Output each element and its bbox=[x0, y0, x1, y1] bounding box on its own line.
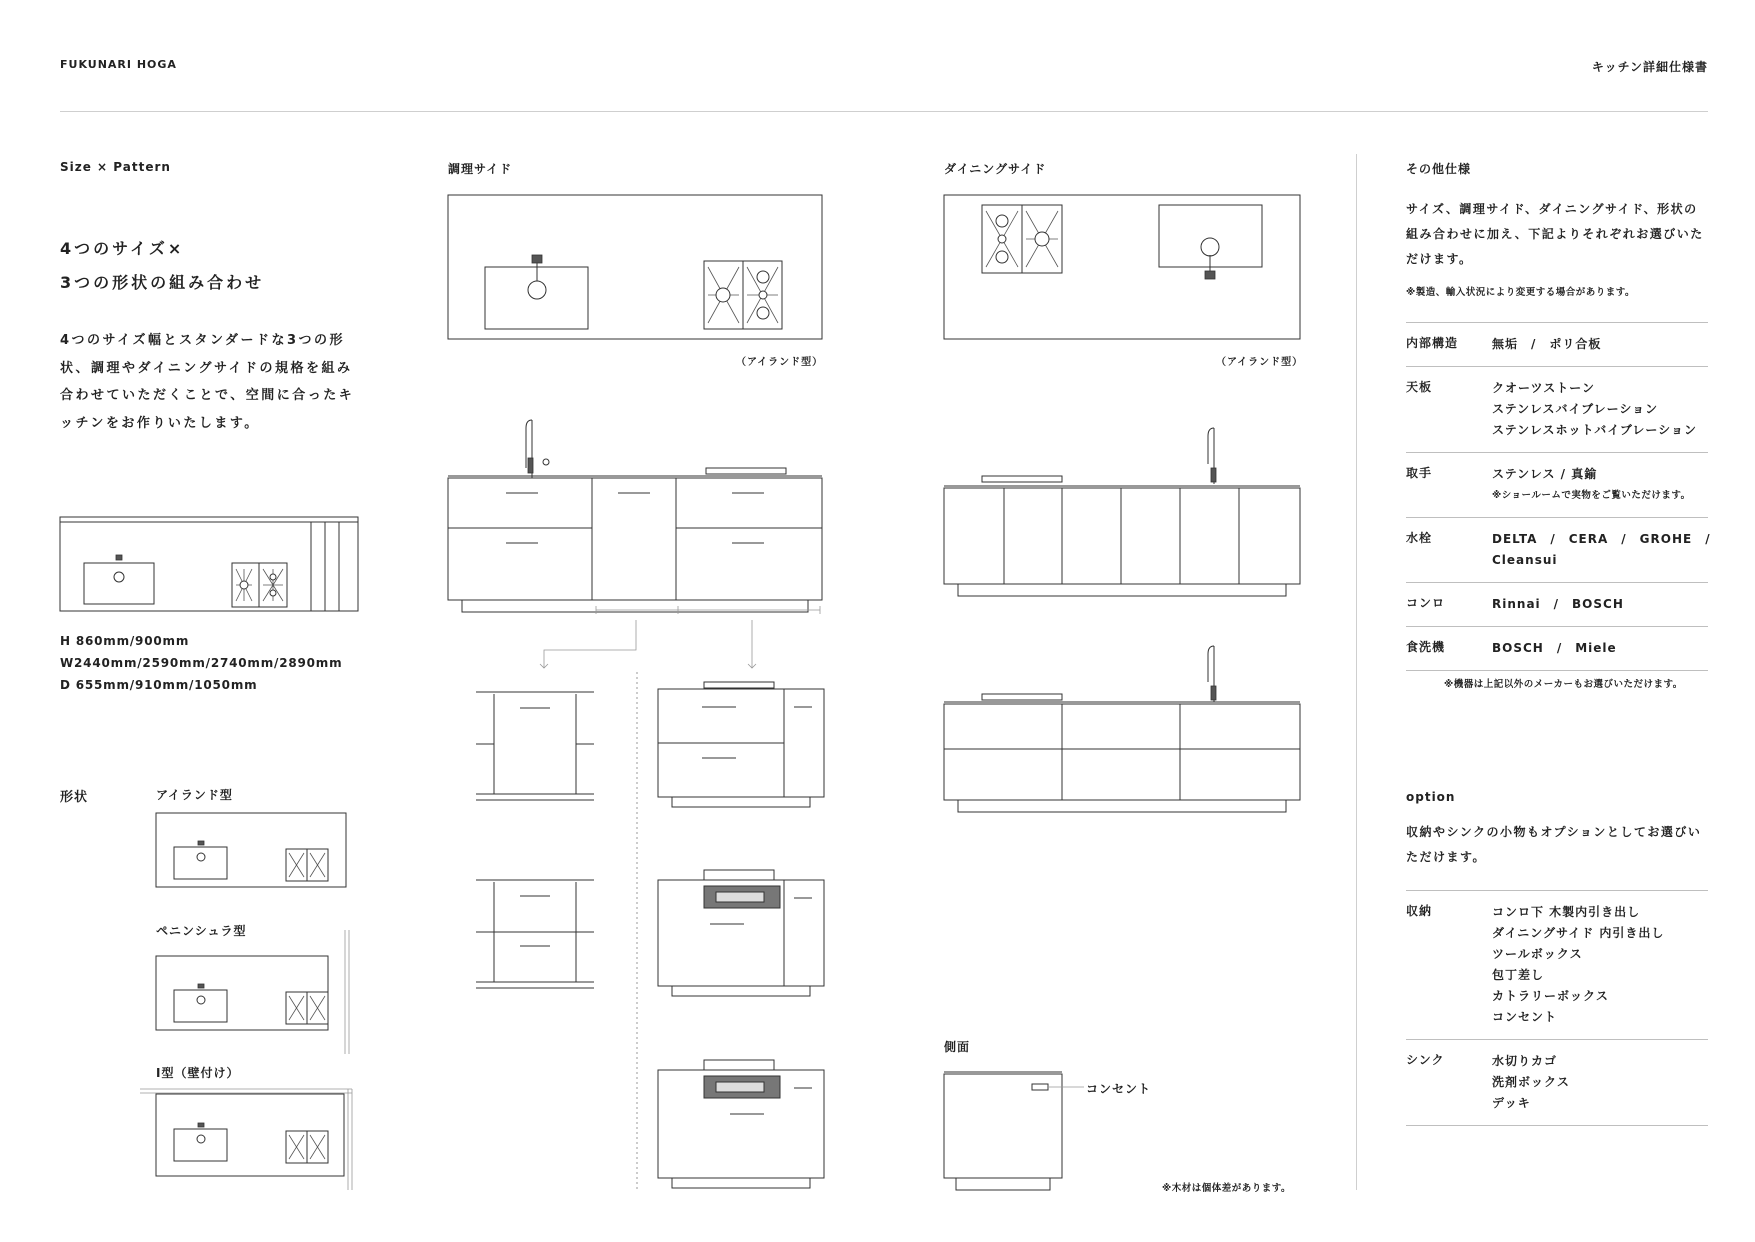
dining-plan-drawing bbox=[944, 195, 1302, 341]
shape-i-type-drawing bbox=[140, 1084, 360, 1192]
dining-side-label: ダイニングサイド bbox=[944, 162, 1047, 176]
spec-value-note: ※ショールームで実物をご覧いただけます。 bbox=[1492, 490, 1691, 501]
spec-row-countertop bbox=[1406, 366, 1708, 452]
shape-peninsula-label: ペニンシュラ型 bbox=[156, 924, 247, 938]
cooking-variant-b3 bbox=[658, 1058, 826, 1190]
size-pattern-label: Size × Pattern bbox=[60, 160, 171, 174]
cooking-variant-divider bbox=[636, 672, 638, 1190]
dining-elevation-2 bbox=[944, 644, 1302, 814]
spec-value-line: デッキ bbox=[1492, 1096, 1531, 1110]
spec-value-line: カトラリーボックス bbox=[1492, 989, 1609, 1003]
spec-value-line: 無垢 / ポリ合板 bbox=[1492, 337, 1602, 351]
option-table bbox=[1406, 890, 1708, 1126]
maker-note: ※機器は上記以外のメーカーもお選びいただけます。 bbox=[1444, 679, 1683, 690]
wood-note: ※木材は個体差があります。 bbox=[1162, 1183, 1291, 1194]
spec-key: 水栓 bbox=[1406, 531, 1433, 545]
spec-value-line: ステンレスホットバイブレーション bbox=[1492, 423, 1697, 437]
spec-value-line: Rinnai / BOSCH bbox=[1492, 597, 1624, 611]
header-divider bbox=[60, 111, 1708, 112]
side-view-label: 側面 bbox=[944, 1040, 971, 1054]
spec-row-structure bbox=[1406, 322, 1708, 366]
spec-value-line: 洗剤ボックス bbox=[1492, 1075, 1570, 1089]
cooking-elevation bbox=[448, 418, 824, 618]
spec-value-line: Cleansui bbox=[1492, 553, 1558, 567]
spec-value-line: BOSCH / Miele bbox=[1492, 641, 1617, 655]
spec-value bbox=[1492, 464, 1708, 506]
dimensions bbox=[60, 630, 342, 696]
spec-value-line: コンセント bbox=[1492, 1010, 1558, 1024]
shape-island-drawing bbox=[156, 813, 348, 889]
option-row-sink bbox=[1406, 1039, 1708, 1126]
option-label: option bbox=[1406, 790, 1456, 804]
spec-value-line: ステンレス / 真鍮 bbox=[1492, 467, 1598, 481]
dining-elevation-1 bbox=[944, 426, 1302, 598]
specs-intro: サイズ、調理サイド、ダイニングサイド、形状の組み合わせに加え、下記よりそれぞれお選びいただけます。 bbox=[1406, 202, 1704, 266]
spec-value bbox=[1492, 529, 1711, 571]
cooking-caption: （アイランド型） bbox=[736, 357, 824, 368]
spec-value-line: 水切りカゴ bbox=[1492, 1054, 1558, 1068]
spec-key: 食洗機 bbox=[1406, 640, 1446, 654]
cooking-side-label: 調理サイド bbox=[448, 162, 513, 176]
spec-value bbox=[1492, 378, 1708, 441]
side-view-drawing bbox=[944, 1070, 1094, 1192]
column-divider bbox=[1356, 154, 1357, 1190]
spec-table bbox=[1406, 322, 1711, 671]
headline bbox=[60, 232, 264, 300]
spec-value bbox=[1492, 334, 1708, 355]
dimension-height: H 860mm/900mm bbox=[60, 634, 190, 648]
shape-i-type-label: I型（壁付け） bbox=[156, 1066, 240, 1080]
spec-row-handle bbox=[1406, 452, 1708, 517]
brand-name: FUKUNARI HOGA bbox=[60, 58, 177, 71]
lead-paragraph: 4つのサイズ幅とスタンダードな3つの形状、調理やダイニングサイドの規格を組み合わせていただくことで、空間に合ったキッチンをお作りいたします。 bbox=[60, 333, 355, 431]
dimension-depth: D 655mm/910mm/1050mm bbox=[60, 678, 258, 692]
spec-value bbox=[1492, 1051, 1708, 1114]
spec-value-line: クオーツストーン bbox=[1492, 381, 1596, 395]
spec-key: 収納 bbox=[1406, 904, 1433, 918]
spec-value bbox=[1492, 902, 1708, 1028]
spec-value-line: 包丁差し bbox=[1492, 968, 1545, 982]
spec-row-dishwasher bbox=[1406, 626, 1708, 671]
spec-row-faucet bbox=[1406, 517, 1711, 582]
spec-value-line: ツールボックス bbox=[1492, 947, 1583, 961]
option-intro: 収納やシンクの小物もオプションとしてお選びいただけます。 bbox=[1406, 825, 1702, 864]
spec-value-line: DELTA / CERA / GROHE / bbox=[1492, 532, 1711, 546]
headline-line-1: 4つのサイズ× bbox=[60, 239, 185, 258]
spec-value-line: ステンレスバイブレーション bbox=[1492, 402, 1659, 416]
spec-value-line: ダイニングサイド 内引き出し bbox=[1492, 926, 1665, 940]
cooking-variant-b1 bbox=[658, 680, 826, 810]
spec-key: シンク bbox=[1406, 1053, 1445, 1067]
specs-intro-note: ※製造、輸入状況により変更する場合があります。 bbox=[1406, 287, 1635, 298]
spec-value bbox=[1492, 638, 1708, 659]
spec-value bbox=[1492, 594, 1708, 615]
spec-key: 内部構造 bbox=[1406, 336, 1459, 350]
spec-value-line: コンロ下 木製内引き出し bbox=[1492, 905, 1641, 919]
shape-label: 形状 bbox=[60, 790, 89, 805]
cooking-plan-drawing bbox=[448, 195, 824, 341]
spec-key: コンロ bbox=[1406, 596, 1446, 610]
outlet-label: コンセント bbox=[1086, 1082, 1152, 1096]
dining-caption: （アイランド型） bbox=[1216, 357, 1304, 368]
spec-row-stove bbox=[1406, 582, 1708, 626]
spec-key: 天板 bbox=[1406, 380, 1433, 394]
shape-island-label: アイランド型 bbox=[156, 788, 233, 802]
dimension-width: W2440mm/2590mm/2740mm/2890mm bbox=[60, 656, 343, 670]
option-row-storage bbox=[1406, 890, 1708, 1039]
spec-key: 取手 bbox=[1406, 466, 1433, 480]
cooking-variant-a1 bbox=[476, 690, 596, 810]
cooking-variant-b2 bbox=[658, 868, 826, 1000]
headline-line-2: 3つの形状の組み合わせ bbox=[60, 273, 265, 292]
cooking-variant-a2 bbox=[476, 878, 596, 1000]
size-plan-drawing bbox=[60, 517, 360, 613]
document-title: キッチン詳細仕様書 bbox=[1591, 60, 1708, 74]
cooking-variant-connector bbox=[530, 606, 830, 670]
other-specs-label: その他仕様 bbox=[1406, 162, 1472, 176]
shape-peninsula-drawing bbox=[156, 930, 356, 1054]
